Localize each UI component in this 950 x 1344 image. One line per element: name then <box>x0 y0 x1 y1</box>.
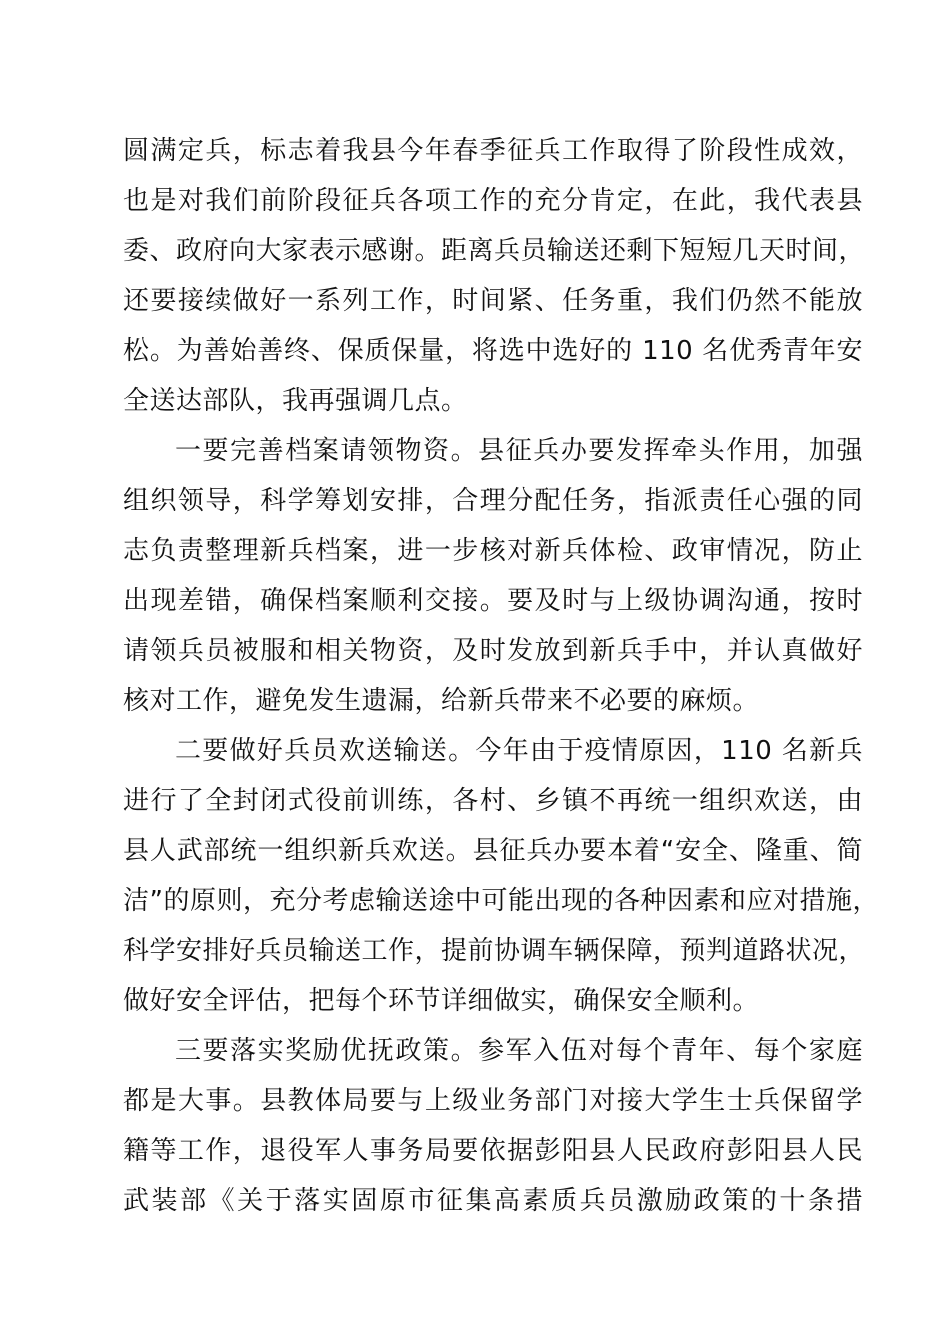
paragraph-4-line-1: 三要落实奖励优抚政策。参军入伍对每个青年、每个家庭 <box>175 1036 863 1066</box>
paragraph-2-line-5: 请领兵员被服和相关物资，及时发放到新兵手中，并认真做好 <box>123 636 863 666</box>
paragraph-2-line-4: 出现差错，确保档案顺利交接。要及时与上级协调沟通，按时 <box>123 586 863 616</box>
paragraph-1-line-5: 松。为善始善终、保质保量，将选中选好的 110 名优秀青年安 <box>123 336 863 366</box>
paragraph-3-line-4: 洁”的原则，充分考虑输送途中可能出现的各种因素和应对措施， <box>123 886 879 916</box>
paragraph-4-line-4: 武装部《关于落实固原市征集高素质兵员激励政策的十条措 <box>123 1186 863 1216</box>
paragraph-1-line-4: 还要接续做好一系列工作，时间紧、任务重，我们仍然不能放 <box>123 286 863 316</box>
paragraph-2-line-6: 核对工作，避免发生遗漏，给新兵带来不必要的麻烦。 <box>123 686 760 716</box>
paragraph-3-line-5: 科学安排好兵员输送工作，提前协调车辆保障，预判道路状况， <box>123 936 866 966</box>
document-body <box>123 126 879 1226</box>
paragraph-1-line-3: 委、政府向大家表示感谢。距离兵员输送还剩下短短几天时间， <box>123 236 866 266</box>
paragraph-3-line-3: 县人武部统一组织新兵欢送。县征兵办要本着“安全、隆重、简 <box>123 836 863 866</box>
paragraph-3-line-6: 做好安全评估，把每个环节详细做实，确保安全顺利。 <box>123 986 760 1016</box>
paragraph-2-line-2: 组织领导，科学筹划安排，合理分配任务，指派责任心强的同 <box>123 486 863 516</box>
paragraph-1-line-2: 也是对我们前阶段征兵各项工作的充分肯定，在此，我代表县 <box>123 186 863 216</box>
paragraph-4-line-2: 都是大事。县教体局要与上级业务部门对接大学生士兵保留学 <box>123 1086 863 1116</box>
paragraph-2-line-1: 一要完善档案请领物资。县征兵办要发挥牵头作用，加强 <box>175 436 863 466</box>
paragraph-4-line-3: 籍等工作，退役军人事务局要依据彭阳县人民政府彭阳县人民 <box>123 1136 863 1166</box>
paragraph-1-line-1: 圆满定兵，标志着我县今年春季征兵工作取得了阶段性成效， <box>123 136 863 166</box>
paragraph-3-line-2: 进行了全封闭式役前训练，各村、乡镇不再统一组织欢送，由 <box>123 786 863 816</box>
paragraph-3-line-1: 二要做好兵员欢送输送。今年由于疫情原因，110 名新兵 <box>175 736 863 766</box>
paragraph-2-line-3: 志负责整理新兵档案，进一步核对新兵体检、政审情况，防止 <box>123 536 863 566</box>
paragraph-1-line-6: 全送达部队，我再强调几点。 <box>123 386 468 416</box>
